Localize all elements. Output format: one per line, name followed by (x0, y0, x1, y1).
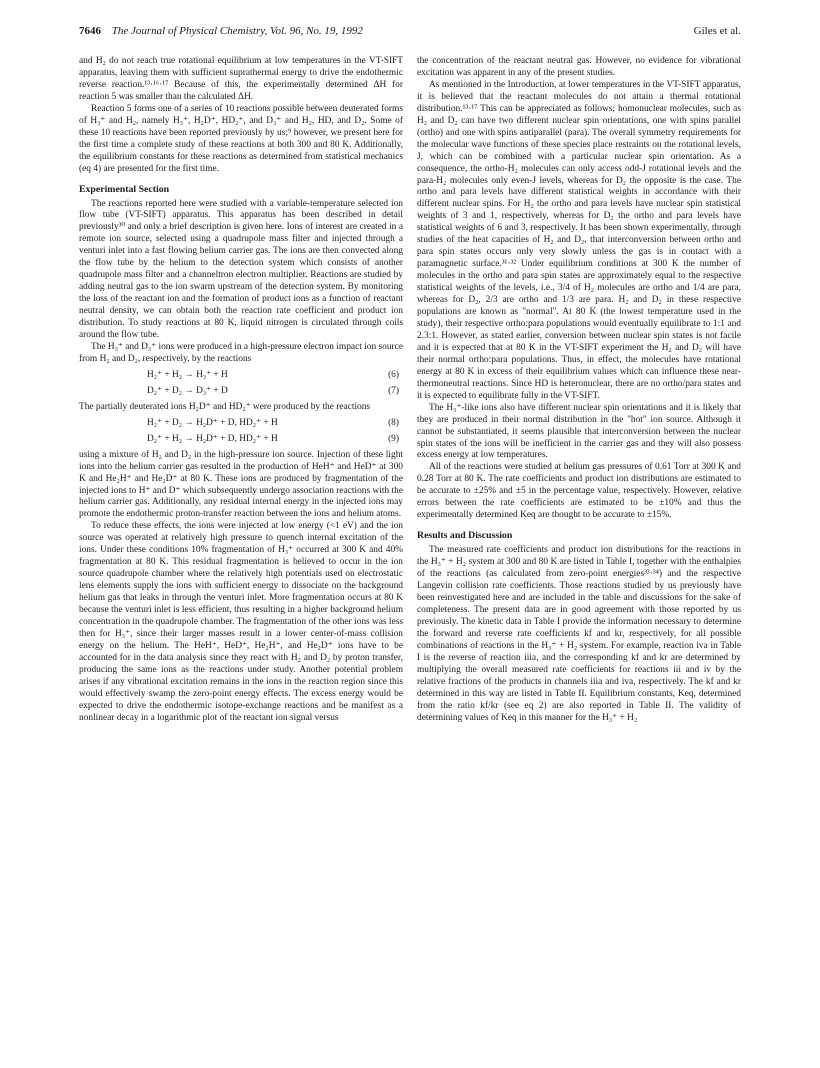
equation-body: H₂⁺ + H₂ → H₃⁺ + H (147, 369, 228, 380)
paragraph: Reaction 5 forms one of a series of 10 reactions possible between deuterated forms of H₃⁺ and H₂, namely H₃⁺, H₂D⁺, HD₂⁺, and D₃⁺ and H₂, HD, and D₂. Some of these 10 reactions have been reported previously by us;⁹ however, we present here for the first time a complete study of these reactions at both 300 and 80 K. Additionally, the equilibrium constants for these reactions as determined from statistical mechanics (eq 4) are presented for the first time. (79, 103, 403, 174)
right-column (417, 56, 741, 724)
paragraph: using a mixture of H₂ and D₂ in the high-pressure ion source. Injection of these light ions into the helium carrier gas resulted in the production of HeH⁺ and HeD⁺ at 300 K and He₂H⁺ and He₂D⁺ at 80 K. These ions are produced by fragmentation of the injected ions to H⁺ and D⁺ which subsequently undergo association reactions with the helium carrier gas. Additionally, any residual internal energy in the injected ions may promote the endothermic proton-transfer reaction between the ions and helium atoms. (79, 449, 403, 520)
page-number: 7646 (79, 25, 101, 37)
equation-number: (8) (388, 417, 399, 428)
paragraph: The H₃⁺-like ions also have different nuclear spin orientations and it is likely that they are produced in their normal distribution in the "hot" ion source. Although it cannot be substantiated, it seems plausible that interconversion between the nuclear spin states of the ions will be inefficient in the carrier gas and they will also possess excess energy at low temperatures. (417, 402, 741, 461)
left-column (79, 56, 403, 725)
paragraph: All of the reactions were studied at helium gas pressures of 0.61 Torr at 300 K and 0.28 Torr at 80 K. The rate coefficients and product ion distributions are estimated to be accurate to ±25% and ±5 in the percentage value, respectively. However, relative errors between the rate coefficients are estimated to be ±10% and thus the experimentally determined Keq are thought to be accurate to ±15%. (417, 462, 741, 521)
equation-body: D₂⁺ + H₂ → H₂D⁺ + D, HD₂⁺ + H (147, 433, 278, 444)
equation-body: D₂⁺ + D₂ → D₃⁺ + D (147, 385, 228, 396)
equation-7 (79, 386, 403, 398)
paragraph: The measured rate coefficients and product ion distributions for the reactions in the H₃⁺ + H₂ system at 300 and 80 K are listed in Table I, together with the enthalpies of the reactions (as calculated from zero-point energies³³·³⁴) and the respective Langevin collision rate coefficients. Those reactions studied by us previously have been reinvestigated here and are included in the table and discussions for the sake of completeness. The present data are in good agreement with those reported by us previously. The kinetic data in Table I provide the information necessary to determine the forward and reverse rate coefficients kf and kr, respectively, for all possible combinations of reactions in the H₃⁺ + H₂ system. For example, reaction iva in Table I is the reverse of reaction iiia, and the corresponding kf and kr are determined by multiplying the overall measured rate coefficients for reactions iii and iv by the relative fractions of the products in channels iiia and iva, respectively. The kf and kr determined in this way are listed in Table II. Equilibrium constants, Keq, determined from the ratio kf/kr (see eq 2) are also reported in Table II. The validity of determining values of Keq in this manner for the H₃⁺ + H₂ (417, 545, 741, 723)
journal-citation: The Journal of Physical Chemistry, Vol. 96, No. 19, 1992 (111, 25, 363, 37)
paragraph: The reactions reported here were studied with a variable-temperature selected ion flow tube (VT-SIFT) apparatus. This apparatus has been described in detail previously³⁰ and only a brief description is given here. Ions of interest are created in a remote ion source, selected using a quadrupole mass filter and injected through a venturi inlet into a fast flowing helium carrier gas. The ions are then convected along the flow tube by the helium to the detection system which consists of another quadrupole mass filter and a channeltron electron multiplier. Reactions are studied by adding neutral gas to the ion swarm upstream of the detection system. By monitoring the loss of the reactant ion and the formation of product ions as a function of reactant neutral density, we can obtain both the reaction rate coefficient and product ion distribution. To study reactions at 80 K, liquid nitrogen is circulated through coils around the flow tube. (79, 198, 403, 341)
equation-9 (79, 434, 403, 446)
page-header (79, 24, 741, 40)
running-authors: Giles et al. (693, 25, 741, 37)
paragraph: the concentration of the reactant neutral gas. However, no evidence for vibrational excitation was apparent in any of the present studies. (417, 56, 741, 78)
paragraph: As mentioned in the Introduction, at lower temperatures in the VT-SIFT apparatus, it is believed that the reactant molecules do not attain a thermal rotational distribution.¹³·¹⁷ This can be appreciated as follows; homonuclear molecules, such as H₂ and D₂ can have two different nuclear spin orientations, one with spins parallel (ortho) and one with spins antiparallel (para). The overall symmetry requirements for the molecular wave functions of these species place restraints on the rotational levels, J, which can be combined with a particular nuclear spin orientation. As a consequence, the ortho-H₂ molecules can only access odd-J rotational levels and the para-H₂ molecules only even-J levels, whereas for D₂ the opposite is the case. The ortho and para levels have different statistical weights in accordance with their different nuclear spins. For H₂ the ortho and para levels have nuclear spin statistical weights of 3 and 1, respectively, whereas for D₂ the ortho and para levels have statistical weights of 6 and 3, respectively. It has been shown experimentally, through studies of the heat capacities of H₂ and D₂, that interconversion between ortho and para spin states occurs only very slowly unless the gas is in contact with a paramagnetic surface.³¹·³² Under equilibrium conditions at 300 K the number of molecules in the ortho and para spin states are approximately equal to the respective statistical weights of the levels, i.e., 3/4 of H₂ molecules are ortho and 1/4 are para, whereas for D₂, 2/3 are ortho and 1/3 are para. H₂ and D₂ in these respective populations are known as "normal". At 80 K (the lowest temperature used in the study), their respective ortho:para populations would eventually equilibrate to 1:1 and 2.3:1. However, as stated earlier, conversion between nuclear spin states is not facile and it is expected that at 80 K in the VT-SIFT experiment the H₂ and D₂ will have their normal ortho:para populations. Thus, in effect, the molecules have rotational energy at 80 K in excess of their equilibrium values which can influence these near-thermoneutral reactions. Since HD is heteronuclear, there are no ortho/para states and it is expected to equilibrate fully in the VT-SIFT. (417, 79, 741, 401)
equation-number: (6) (388, 369, 399, 380)
equation-6 (79, 370, 403, 382)
paragraph: The H₃⁺ and D₃⁺ ions were produced in a high-pressure electron impact ion source from H₂ and D₂, respectively, by the reactions (79, 341, 403, 364)
section-heading-experimental: Experimental Section (79, 183, 170, 195)
section-heading-results: Results and Discussion (417, 530, 513, 542)
equation-number: (9) (388, 433, 399, 444)
equation-number: (7) (388, 385, 399, 396)
paragraph: To reduce these effects, the ions were injected at low energy (<1 eV) and the ion source was operated at relatively high pressure to quench internal excitation of the ions. Under these conditions 10% fragmentation of H₃⁺ occurred at 300 K and 40% fragmentation at 80 K. This residual fragmentation is believed to occur in the ion source quadrupole chamber where the relatively high potentials used on electrostatic lens elements supply the ions with sufficient energy to dissociate on the background helium gas that leaks in through the venturi inlet. More fragmentation occurs at 80 K because the venturi inlet is less efficient, thus resulting in a higher background helium concentration in the quadrupole chamber. The fragmentation of the other ions was less then for H₃⁺, since their larger masses result in a lower center-of-mass collision energy on the helium. The HeH⁺, HeD⁺, He₂H⁺, and He₂D⁺ ions have to be accounted for in the data analysis since they react with H₂ and D₂ by proton transfer, producing the same ions as the reactions under study. Another potential problem arises if any vibrational excitation remains in the ions in the reaction region since this would effectively swamp the zero-point energy effects. The excess energy would be expected to drive the endothermic isotope-exchange reactions and be manifest as a nonlinear decay in a logarithmic plot of the reactant ion signal versus (79, 521, 403, 723)
equation-body: H₂⁺ + D₂ → H₂D⁺ + D, HD₂⁺ + H (147, 417, 278, 428)
paragraph: and H₂ do not reach true rotational equilibrium at low temperatures in the VT-SIFT apparatus, leaving them with sufficient suprathermal energy to drive the endothermic reverse reaction.¹³·¹⁶·¹⁷ Because of this, the experimentally determined ΔH for reaction 5 was smaller than the calculated ΔH. (79, 56, 403, 102)
paragraph: The partially deuterated ions H₂D⁺ and HD₂⁺ were produced by the reactions (79, 401, 371, 412)
equation-8 (79, 418, 403, 430)
